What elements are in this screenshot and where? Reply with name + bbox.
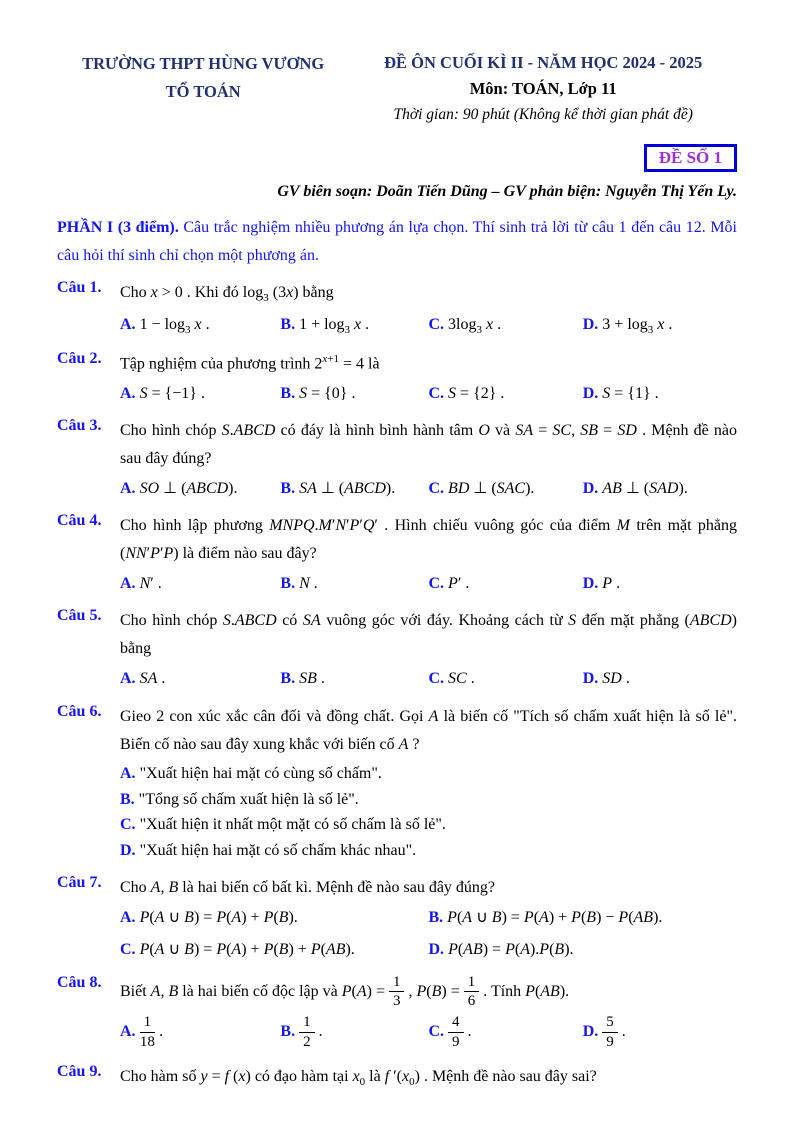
exam-title: ĐỀ ÔN CUỐI KÌ II - NĂM HỌC 2024 - 2025 — [384, 53, 703, 72]
question-number: Câu 6. — [57, 702, 102, 720]
option-letter: B. — [280, 384, 296, 402]
question-8-option-A — [120, 1012, 280, 1053]
question-5-option-D — [583, 665, 737, 692]
question-6-option-A — [120, 761, 737, 787]
question-options — [120, 1012, 737, 1053]
question-1-option-B — [280, 311, 428, 340]
option-text: P′ . — [448, 575, 470, 593]
exam-code-box: ĐỀ SỐ 1 — [644, 144, 737, 172]
question-4-option-B — [280, 570, 428, 597]
question-8-option-D — [583, 1012, 737, 1053]
question-3-option-B — [280, 475, 428, 502]
question-5-option-C — [428, 665, 582, 692]
question-stem: Cho hình chóp S.ABCD có đáy là hình bình hành tâm O và SA = SC, SB = SD . Mệnh đề nào sau đây đúng? — [120, 422, 738, 468]
question-stem: Tập nghiệm của phương trình $2^{x+1} = 4$ là — [120, 352, 380, 372]
option-text: S = {−1} . — [139, 384, 205, 402]
option-letter: A. — [120, 764, 136, 782]
question-2-option-C — [428, 380, 582, 407]
option-text: S = {0} . — [299, 384, 356, 402]
header-school-block — [57, 50, 349, 128]
question-body — [120, 1063, 737, 1092]
part1-heading-bold: PHẦN I (3 điểm). — [57, 219, 179, 237]
question-number: Câu 8. — [57, 973, 102, 991]
question-options — [120, 761, 737, 865]
option-text: $\frac{5}{9}$ . — [602, 1023, 626, 1040]
option-letter: D. — [582, 480, 599, 498]
option-letter: A. — [120, 315, 136, 333]
option-letter: C. — [428, 480, 445, 498]
question-stem: Gieo 2 con xúc xắc cân đối và đồng chất. Gọi A là biến cố "Tích số chấm xuất hiện là số lẻ". Biến cố nào sau đây xung khắc với biến cố A ? — [120, 707, 737, 753]
page-header — [57, 50, 737, 128]
option-text: SO ⊥ (ABCD). — [139, 480, 238, 498]
option-letter: C. — [428, 575, 445, 593]
option-text: P(A ∪ B) = P(A) + P(B) − P(AB). — [447, 909, 663, 927]
question-2-option-B — [280, 380, 428, 407]
question-1 — [57, 279, 737, 339]
option-letter: D. — [582, 670, 599, 688]
question-number: Câu 5. — [57, 607, 102, 625]
question-3-option-D — [583, 475, 737, 502]
question-stem: Cho x > 0 . Khi đó $\log_3 (3x)$ bằng — [120, 284, 334, 305]
option-text: $3\log_3$ x . — [448, 315, 502, 336]
question-2-option-D — [583, 380, 737, 407]
question-body — [120, 512, 737, 597]
part1-heading — [57, 214, 737, 269]
option-text: N′ . — [139, 575, 162, 593]
question-options — [120, 311, 737, 340]
question-3-option-A — [120, 475, 280, 502]
question-7-option-B — [429, 904, 738, 931]
question-1-option-A — [120, 311, 280, 340]
option-text: $1 + \log_3 x$ . — [299, 315, 370, 336]
option-letter: A. — [120, 1023, 136, 1041]
option-letter: A. — [120, 575, 136, 593]
option-letter: C. — [428, 384, 445, 402]
question-2 — [57, 350, 737, 408]
option-text: SA ⊥ (ABCD). — [299, 480, 396, 498]
option-letter: B. — [428, 909, 444, 927]
question-6-option-D — [120, 838, 737, 864]
question-stem: Cho A, B là hai biến cố bất kì. Mệnh đề nào sau đây đúng? — [120, 879, 496, 897]
option-text: S = {2} . — [448, 384, 505, 402]
option-text: SB . — [299, 670, 325, 688]
option-text: SA . — [139, 670, 166, 688]
option-text: SD . — [602, 670, 630, 688]
question-4-option-C — [428, 570, 582, 597]
exam-subject: Môn: TOÁN, Lớp 11 — [469, 79, 617, 99]
question-body — [120, 350, 737, 408]
question-body — [120, 279, 737, 339]
option-letter: D. — [582, 575, 599, 593]
option-letter: B. — [120, 790, 135, 808]
option-letter: A. — [120, 384, 136, 402]
question-2-option-A — [120, 380, 280, 407]
question-options — [120, 475, 737, 502]
question-stem: Cho hình chóp S.ABCD có SA vuông góc với đáy. Khoảng cách từ S đến mặt phẳng (ABCD) bằng — [120, 612, 737, 658]
questions-list — [57, 279, 737, 1092]
option-letter: B. — [280, 1023, 296, 1041]
question-7 — [57, 874, 737, 963]
option-text: P(A ∪ B) = P(A) + P(B). — [139, 909, 298, 927]
option-letter: D. — [428, 941, 445, 959]
question-3-option-C — [428, 475, 582, 502]
option-letter: C. — [428, 315, 445, 333]
question-number: Câu 7. — [57, 874, 102, 892]
option-text: P(AB) = P(A).P(B). — [448, 941, 574, 959]
question-number: Câu 9. — [57, 1062, 102, 1080]
exam-duration: Thời gian: 90 phút (Không kể thời gian phát đề) — [393, 105, 693, 123]
option-letter: A. — [120, 480, 136, 498]
option-text: $\frac{1}{18}$ . — [139, 1014, 164, 1050]
exam-code-row — [57, 144, 737, 172]
question-options — [120, 904, 737, 963]
option-text: "Xuất hiện it nhất một mặt có số chấm là số lẻ". — [139, 816, 446, 834]
option-text: BD ⊥ (SAC). — [448, 480, 535, 498]
question-1-option-C — [428, 311, 582, 340]
option-letter: C. — [428, 670, 445, 688]
option-letter: B. — [280, 315, 296, 333]
question-body — [120, 607, 737, 692]
option-letter: B. — [280, 575, 296, 593]
question-stem: Cho hàm số y = f (x) có đạo hàm tại $x_0$ là f $'(x_0)$ . Mệnh đề nào sau đây sai? — [120, 1067, 597, 1088]
option-text: S = {1} . — [602, 384, 659, 402]
option-letter: D. — [582, 384, 599, 402]
question-number: Câu 2. — [57, 349, 102, 367]
header-exam-block — [349, 50, 737, 128]
option-letter: C. — [428, 1023, 445, 1041]
option-text: $1 - \log_3 x$ . — [139, 315, 210, 336]
question-7-option-C — [120, 936, 429, 963]
question-6 — [57, 703, 737, 865]
question-4-option-A — [120, 570, 280, 597]
school-name: TRƯỜNG THPT HÙNG VƯƠNG — [82, 54, 325, 73]
question-options — [120, 570, 737, 597]
question-body — [120, 703, 737, 865]
question-body — [120, 417, 737, 502]
option-letter: C. — [120, 816, 136, 834]
question-8-option-C — [428, 1012, 582, 1053]
question-number: Câu 1. — [57, 279, 102, 297]
option-text: SC . — [448, 670, 475, 688]
question-5 — [57, 607, 737, 692]
question-stem: Biết A, B là hai biến cố độc lập và P(A) = $\frac{1}{3}$ , P(B) = $\frac{1}{6}$ . Tính P(AB). — [120, 973, 570, 1010]
question-number: Câu 4. — [57, 512, 102, 530]
question-4-option-D — [583, 570, 737, 597]
option-letter: A. — [120, 670, 136, 688]
option-text: N . — [299, 575, 318, 593]
option-text: $3 + \log_3 x$ . — [602, 315, 673, 336]
option-letter: D. — [120, 842, 136, 860]
question-6-option-B — [120, 787, 737, 813]
question-1-option-D — [583, 311, 737, 340]
authors-line: GV biên soạn: Doãn Tiến Dũng – GV phản biện: Nguyễn Thị Yến Ly. — [277, 182, 737, 200]
option-text: $\frac{1}{2}$ . — [299, 1023, 323, 1040]
option-letter: D. — [582, 315, 599, 333]
question-4 — [57, 512, 737, 597]
question-options — [120, 665, 737, 692]
question-8-option-B — [280, 1012, 428, 1053]
option-text: AB ⊥ (SAD). — [602, 480, 688, 498]
option-text: P(A ∪ B) = P(A) + P(B) + P(AB). — [139, 941, 355, 959]
option-text: "Xuất hiện hai mặt có cùng số chấm". — [139, 764, 382, 782]
option-letter: A. — [120, 909, 136, 927]
question-5-option-B — [280, 665, 428, 692]
option-text: "Xuất hiện hai mặt có số chấm khác nhau". — [139, 842, 417, 860]
option-text: $\frac{4}{9}$ . — [448, 1023, 472, 1040]
question-body — [120, 974, 737, 1053]
option-letter: D. — [582, 1023, 599, 1041]
option-letter: C. — [120, 941, 136, 959]
question-9 — [57, 1063, 737, 1092]
part1-heading-rest: Câu trắc nghiệm nhiều phương án lựa chọn. Thí sinh trả lời từ câu 1 đến câu 12. Mỗi câu hỏi thí sinh chỉ chọn một phương án. — [57, 219, 738, 264]
question-7-option-A — [120, 904, 429, 931]
option-text: "Tổng số chấm xuất hiện là số lẻ". — [138, 790, 359, 808]
option-letter: B. — [280, 480, 296, 498]
question-body — [120, 874, 737, 963]
department-name: TỔ TOÁN — [165, 82, 241, 102]
question-number: Câu 3. — [57, 417, 102, 435]
question-6-option-C — [120, 812, 737, 838]
question-8 — [57, 974, 737, 1053]
question-5-option-A — [120, 665, 280, 692]
question-7-option-D — [429, 936, 738, 963]
option-letter: B. — [280, 670, 296, 688]
question-3 — [57, 417, 737, 502]
option-text: P . — [602, 575, 621, 593]
question-options — [120, 380, 737, 407]
question-stem: Cho hình lập phương MNPQ.M′N′P′Q′ . Hình chiếu vuông góc của điểm M trên mặt phẳng (NN′P′P) là điểm nào sau đây? — [120, 517, 738, 563]
